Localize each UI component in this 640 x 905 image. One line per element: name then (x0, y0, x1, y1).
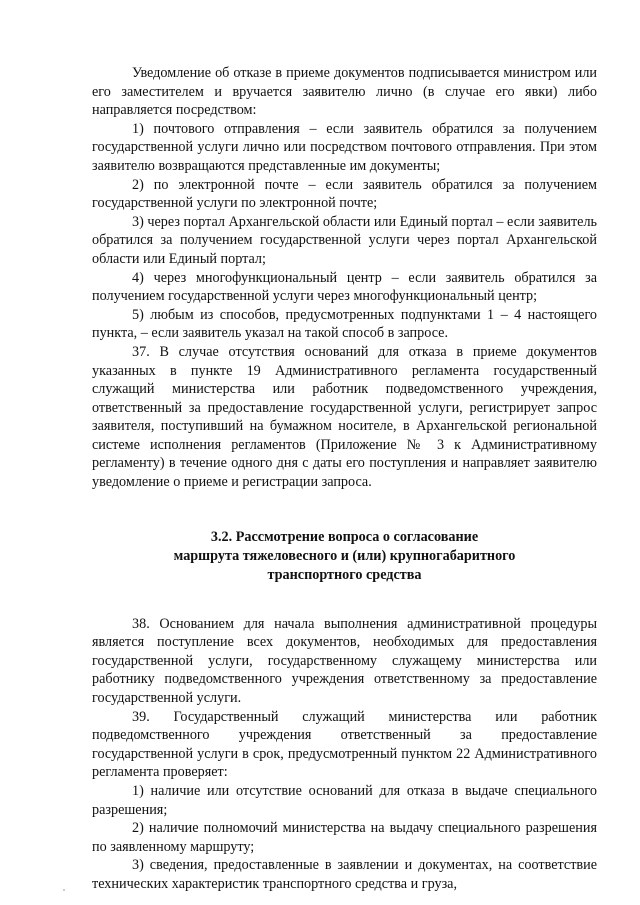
scan-speck (63, 889, 65, 891)
list-item-mfc: 4) через многофункциональный центр – если заявитель обратился за получением государственной услуги через многофункциональный центр; (92, 269, 597, 305)
document-body (92, 64, 597, 894)
list-item-postal: 1) почтового отправления – если заявитель обратился за получением государственной услуги лично или посредством почтового отправления. При этом заявителю возвращаются представленные им документы; (92, 120, 597, 174)
paragraph-37: 37. В случае отсутствия оснований для отказа в приеме документов указанных в пункте 19 Административного регламента государственный служащий министерства или работник подведомственного учреждения, ответственный за предоставление государственной услуги, регистрирует запрос заявителя, поступивший на бумажном носителе, в Архангельской региональной системе исполнения регламентов (Приложение № 3 к Административному регламенту) в течение одного дня с даты его поступления и направляет заявителю уведомление о приеме и регистрации запроса. (92, 343, 597, 491)
paragraph-38: 38. Основанием для начала выполнения административной процедуры является поступление всех документов, необходимых для предоставления государственной услуги, государственному служащему министерства или работнику подведомственного учреждения ответственному за предоставление государственной услуги. (92, 615, 597, 707)
section-heading-line-2: маршрута тяжеловесного и (или) крупногабаритного (173, 547, 516, 564)
check-item-1: 1) наличие или отсутствие оснований для отказа в выдаче специального разрешения; (92, 783, 597, 818)
paragraph-notification-signing: Уведомление об отказе в приеме документов подписывается министром или его заместителем и вручается заявителю лично (в случае его явки) либо направляется посредством: (92, 65, 597, 119)
check-item-3: 3) сведения, предоставленные в заявлении и документах, на соответствие технических характеристик транспортного средства и груза, (92, 857, 597, 892)
check-item-2: 2) наличие полномочий министерства на выдачу специального разрешения по заявленному маршруту; (92, 820, 597, 855)
list-item-any-method: 5) любым из способов, предусмотренных подпунктами 1 – 4 настоящего пункта, – если заявитель указал на такой способ в запросе. (92, 306, 597, 342)
section-heading-line-3: транспортного средства (267, 566, 422, 583)
paragraph-39: 39. Государственный служащий министерства или работник подведомственного учреждения ответственный за предоставление государственной услуги в срок, предусмотренный пунктом 22 Административного регламента проверяет: (92, 708, 597, 781)
list-item-email: 2) по электронной почте – если заявитель обратился за получением государственной услуги по электронной почте; (92, 176, 597, 212)
section-heading (92, 528, 597, 585)
section-heading-line-1: 3.2. Рассмотрение вопроса о согласование (210, 528, 479, 545)
list-item-portal: 3) через портал Архангельской области или Единый портал – если заявитель обратился за получением государственной услуги через портал Архангельской области или Единый портал; (92, 213, 597, 267)
